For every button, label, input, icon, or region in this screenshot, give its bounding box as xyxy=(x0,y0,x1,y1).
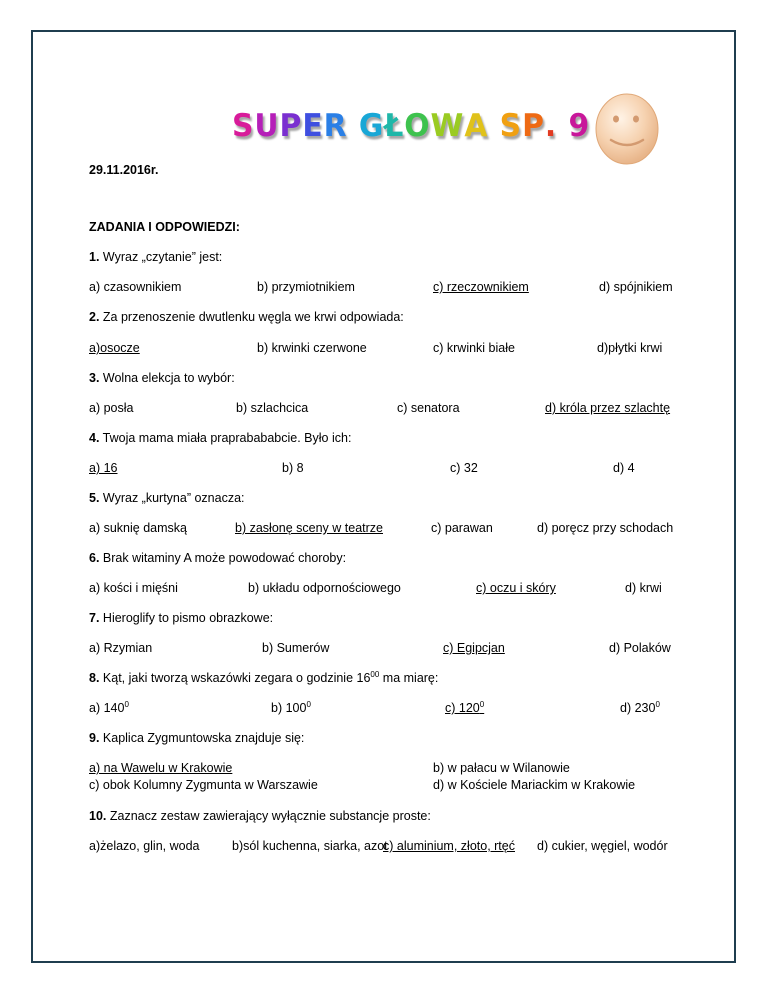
answer-5b-correct: b) zasłonę sceny w teatrze xyxy=(235,521,383,535)
answer-8d: d) $230^0$ xyxy=(620,700,660,715)
question-9: 9. Kaplica Zygmuntowska znajduje się: xyxy=(89,731,305,745)
answer-2a-correct: a)osocze xyxy=(89,341,140,355)
answer-8b: b) $100^0$ xyxy=(271,700,311,715)
section-title: ZADANIA I ODPOWIEDZI: xyxy=(89,220,240,234)
title-letter: 9 xyxy=(568,108,591,144)
title-letter: G xyxy=(358,108,385,144)
question-7: 7. Hieroglify to pismo obrazkowe: xyxy=(89,611,274,625)
question-6: 6. Brak witaminy A może powodować choroby: xyxy=(89,551,347,565)
answer-6d: d) krwi xyxy=(625,581,662,595)
title-letter: S xyxy=(499,108,523,144)
answer-8c-correct: c) $120^0$ xyxy=(445,700,485,715)
answer-3c: c) senatora xyxy=(397,401,460,415)
date: 29.11.2016r. xyxy=(89,163,159,177)
answer-4b: b) 8 xyxy=(282,461,304,475)
title-letter: E xyxy=(302,108,324,144)
answer-8a: a) $140^0$ xyxy=(89,700,129,715)
answer-7b: b) Sumerów xyxy=(262,641,330,655)
smiley-face-icon xyxy=(594,92,660,166)
question-4: 4. Twoja mama miała praprabababcie. Było ich: xyxy=(89,431,352,445)
title-letter: S xyxy=(232,108,255,144)
question-1: 1. Wyraz „czytanie” jest: xyxy=(89,250,223,264)
question-8: 8. Kąt, jaki tworzą wskazówki zegara o godzinie $16^{00}$ ma miarę: xyxy=(89,670,439,685)
answer-9d: d) w Kościele Mariackim w Krakowie xyxy=(433,778,636,792)
title-letter: R xyxy=(323,108,348,144)
answer-5c: c) parawan xyxy=(431,521,493,535)
answer-9a-correct: a) na Wawelu w Krakowie xyxy=(89,761,233,775)
answer-3d-correct: d) króla przez szlachtę xyxy=(545,401,671,415)
answer-4a-correct: a) 16 xyxy=(89,461,118,475)
answer-4c: c) 32 xyxy=(450,461,478,475)
answer-4d: d) 4 xyxy=(613,461,635,475)
title-letter: O xyxy=(404,108,431,144)
title-letter xyxy=(488,108,499,144)
question-2: 2. Za przenoszenie dwutlenku węgla we krwi odpowiada: xyxy=(89,310,404,324)
answer-3b: b) szlachcica xyxy=(236,401,309,415)
answer-10c-correct: c) aluminium, złoto, rtęć xyxy=(383,839,515,853)
question-5: 5. Wyraz „kurtyna” oznacza: xyxy=(89,491,245,505)
answer-7a: a) Rzymian xyxy=(89,641,153,655)
title-letter xyxy=(348,108,359,144)
title-letter: U xyxy=(254,108,280,144)
title-wordart xyxy=(232,108,590,144)
answer-1c-correct: c) rzeczownikiem xyxy=(433,280,529,294)
answer-1d: d) spójnikiem xyxy=(599,280,673,294)
question-3: 3. Wolna elekcja to wybór: xyxy=(89,371,235,385)
answer-5d: d) poręcz przy schodach xyxy=(537,521,674,535)
answer-7d: d) Polaków xyxy=(609,641,671,655)
question-10: 10. Zaznacz zestaw zawierający wyłącznie substancje proste: xyxy=(89,809,431,823)
title-letter: W xyxy=(430,108,465,144)
answer-10a: a)żelazo, glin, woda xyxy=(89,839,200,853)
title-letter: Ł xyxy=(384,108,405,144)
title-letter: . xyxy=(544,108,558,144)
title-letter: P xyxy=(279,108,303,144)
title-letter: A xyxy=(464,108,489,144)
answer-2c: c) krwinki białe xyxy=(433,341,515,355)
answer-1a: a) czasownikiem xyxy=(89,280,182,294)
title-letter: P xyxy=(522,108,545,144)
answer-9c: c) obok Kolumny Zygmunta w Warszawie xyxy=(89,778,318,792)
answer-10d: d) cukier, węgiel, wodór xyxy=(537,839,668,853)
answer-10b: b)sól kuchenna, siarka, azot xyxy=(232,839,388,853)
title-letter xyxy=(557,108,568,144)
answer-6c-correct: c) oczu i skóry xyxy=(476,581,556,595)
answer-7c-correct: c) Egipcjan xyxy=(443,641,505,655)
answer-5a: a) suknię damską xyxy=(89,521,187,535)
answer-6b: b) układu odpornościowego xyxy=(248,581,401,595)
answer-6a: a) kości i mięśni xyxy=(89,581,178,595)
answer-1b: b) przymiotnikiem xyxy=(257,280,355,294)
answer-9b: b) w pałacu w Wilanowie xyxy=(433,761,570,775)
answer-2b: b) krwinki czerwone xyxy=(257,341,367,355)
answer-3a: a) posła xyxy=(89,401,134,415)
answer-2d: d)płytki krwi xyxy=(597,341,663,355)
